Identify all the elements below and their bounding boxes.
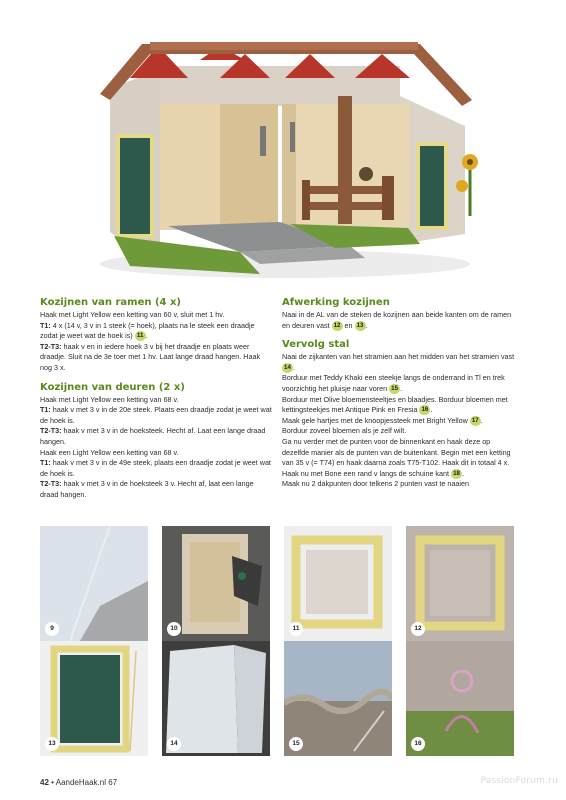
step-photo-14 — [162, 641, 270, 756]
step-photo-10 — [162, 526, 270, 641]
step-badge: 12 — [332, 321, 343, 331]
paragraph: Borduur met Olive bloemensteeltjes en blaadjes. Borduur bloemen met kettingsteekjes met Antique Pink en Fresia 16 . — [282, 394, 508, 415]
footer-issue: 67 — [108, 778, 118, 787]
photo-number: 14 — [167, 737, 181, 751]
paragraph: Ga nu verder met de punten voor de binnenkant en haak deze op dezelfde manier als de punten van de buitenkant. Begin met een ketting van 35 v (= T74) en haak daarna zoals T75-T102. Haak dit in totaal 4 x. — [282, 436, 511, 468]
paragraph: Maak gele hartjes met de knoopjessteek met Bright Yellow 17 . — [282, 415, 483, 425]
page-footer — [40, 778, 117, 787]
paragraph: Haak met Light Yellow een ketting van 68 v. — [40, 394, 179, 404]
photo-number: 9 — [45, 622, 59, 636]
paragraph: Borduur met Teddy Khaki een steekje langs de onderrand in Tl en trek voorzichtig het pluisje naar voren 15 . — [282, 373, 505, 393]
step-photo-16 — [406, 641, 514, 756]
step-badge: 18 — [451, 469, 462, 479]
heading-afwerking-kozijnen: Afwerking kozijnen — [282, 297, 390, 308]
heading-vervolg-stal: Vervolg stal — [282, 339, 350, 351]
watermark-text: PassionForum.ru — [480, 776, 558, 786]
photo-number: 12 — [411, 622, 425, 636]
step-badge: 13 — [355, 321, 366, 331]
heading-kozijnen-deuren: Kozijnen van deuren (2 x) — [40, 381, 185, 393]
photo-number: 11 — [289, 622, 303, 636]
paragraph: T1: 4 x (14 v, 3 v in 1 steek (= hoek), plaats na le steek een draadje zodat je weet wat de hoek is) 11 . — [40, 320, 255, 341]
paragraph: T2-T3: haak v met 3 v in de hoeksteek. Hecht af. Laat een lange draad hangen. — [40, 426, 266, 446]
heading-kozijnen-ramen: Kozijnen van ramen (4 x) — [40, 297, 182, 308]
step-photo-13 — [40, 641, 148, 756]
right-column — [282, 296, 518, 490]
step-photo-12 — [406, 526, 514, 641]
paragraph: T1: haak v met 3 v in de 20e steek. Plaats een draadje zodat je weet wat de hoek is. — [40, 405, 272, 425]
step-photo-15 — [284, 641, 392, 756]
footer-site: AandeHaak.nl — [55, 778, 106, 787]
page-number: 42 — [40, 778, 49, 787]
paragraph: Borduur zoveel bloemen als je zelf wilt. — [282, 426, 407, 436]
photo-number: 15 — [289, 737, 303, 751]
step-badge: 11 — [135, 331, 146, 341]
paragraph: Naai in de AL van de steken de kozijnen aan beide kanten om de ramen en deuren vast 12 en 13 . — [282, 310, 512, 330]
paragraph: Maak nu 2 dakpunten door telkens 2 punten vast te naaien — [282, 479, 470, 489]
step-badge: 16 — [419, 405, 430, 415]
paragraph: Haak met Light Yellow een ketting van 60 v, sluit met 1 hv. — [40, 310, 225, 319]
footer-bullet: • — [51, 778, 54, 787]
paragraph: Haak een Light Yellow een ketting van 68 v. — [40, 447, 179, 457]
step-badge: 15 — [389, 384, 400, 394]
step-badge: 17 — [470, 416, 481, 426]
photo-number: 13 — [45, 737, 59, 751]
photo-number: 10 — [167, 622, 181, 636]
paragraph: T1: haak v met 3 v in de 49e steek, plaats een draadje zodat je weet wat de hoek is. — [40, 458, 271, 478]
paragraph: Naai de zijkanten van het stramien aan het midden van het stramien vast 14 . — [282, 352, 515, 372]
step-badge: 14 — [282, 363, 293, 373]
paragraph: T2-T3: haak v met 3 v in de hoeksteek 3 v. Hecht af, laat een lange draad hangen. — [40, 479, 254, 499]
photo-number: 16 — [411, 737, 425, 751]
paragraph: Haak nu met Bone een rand v langs de schuine kant 18 . — [282, 468, 465, 478]
hero-stable-photo — [70, 26, 490, 288]
paragraph: T2-T3: haak v en in iedere hoek 3 v bij het draadje en plaats weer draadje. Sluit na de 3e toer met 1 hv. Laat lange draad hangen. Haak nog 3 x. — [40, 341, 261, 372]
step-photo-9 — [40, 526, 148, 641]
step-photo-11 — [284, 526, 392, 641]
left-column — [40, 296, 272, 501]
